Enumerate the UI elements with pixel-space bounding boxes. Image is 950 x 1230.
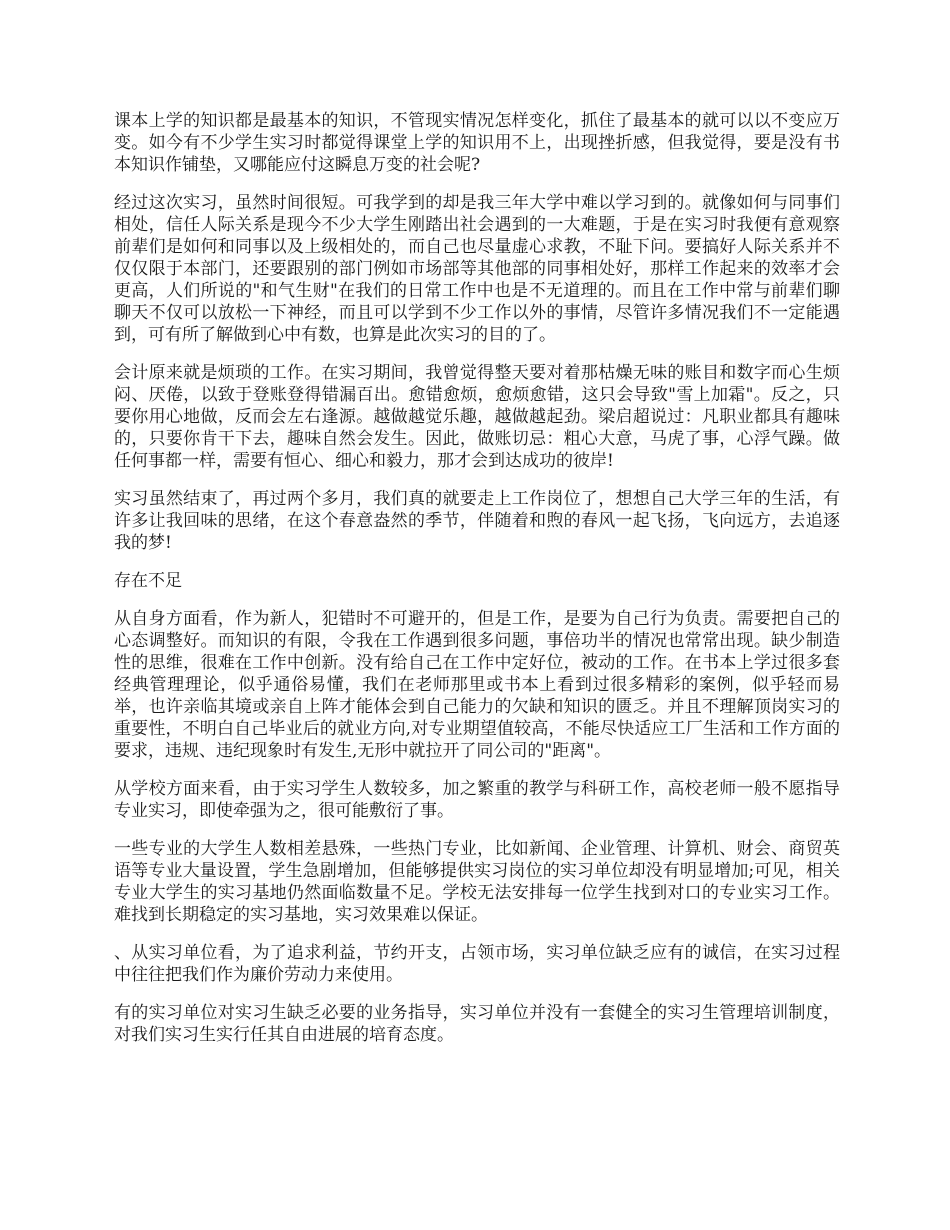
document-body (114, 110, 840, 1062)
section-heading: 存在不足 (114, 571, 182, 591)
paragraph-8: 、从实习单位看，为了追求利益，节约开支，占领市场，实习单位缺乏应有的诚信，在实习过程中往往把我们作为廉价劳动力来使用。 (114, 943, 840, 985)
paragraph-5: 从自身方面看，作为新人，犯错时不可避开的，但是工作，是要为自己行为负责。需要把自己的心态调整好。而知识的有限，令我在工作遇到很多问题，事倍功半的情况也常常出现。缺少制造性的思维，很难在工作中创新。没有给自己在工作中定好位，被动的工作。在书本上学过很多套经典管理理论，似乎通俗易懂，我们在老师那里或书本上看到过很多精彩的案例，似乎轻而易举，也许亲临其境或亲自上阵才能体会到自己能力的欠缺和知识的匮乏。并且不理解顶岗实习的重要性，不明白自己毕业后的就业方向,对专业期望值较高，不能尽快适应工厂生活和工作方面的要求，违规、违纪现象时有发生,无形中就拉开了同公司的"距离"。 (114, 609, 840, 761)
paragraph-1: 课本上学的知识都是最基本的知识，不管现实情况怎样变化，抓住了最基本的就可以以不变应万变。如今有不少学生实习时都觉得课堂上学的知识用不上，出现挫折感，但我觉得，要是没有书本知识作铺垫，又哪能应付这瞬息万变的社会呢? (114, 111, 840, 175)
paragraph-6: 从学校方面来看，由于实习学生人数较多，加之繁重的教学与科研工作，高校老师一般不愿指导专业实习，即使牵强为之，很可能敷衍了事。 (114, 779, 840, 821)
paragraph-3: 会计原来就是烦琐的工作。在实习期间，我曾觉得整天要对着那枯燥无味的账目和数字而心生烦闷、厌倦，以致于登账登得错漏百出。愈错愈烦，愈烦愈错，这只会导致"雪上加霜"。反之，只要你用心地做，反而会左右逢源。越做越觉乐趣，越做越起劲。梁启超说过：凡职业都具有趣味的，只要你肯干下去，趣味自然会发生。因此，做账切忌：粗心大意，马虎了事，心浮气躁。做任何事都一样，需要有恒心、细心和毅力，那才会到达成功的彼岸! (114, 363, 840, 471)
paragraph-4: 实习虽然结束了，再过两个多月，我们真的就要走上工作岗位了，想想自己大学三年的生活，有许多让我回味的思绪，在这个春意盎然的季节，伴随着和煦的春风一起飞扬，飞向远方，去追逐我的梦! (114, 489, 840, 553)
paragraph-7: 一些专业的大学生人数相差悬殊，一些热门专业，比如新闻、企业管理、计算机、财会、商贸英语等专业大量设置，学生急剧增加，但能够提供实习岗位的实习单位却没有明显增加;可见，相关专业大学生的实习基地仍然面临数量不足。学校无法安排每一位学生找到对口的专业实习工作。难找到长期稳定的实习基地，实习效果难以保证。 (114, 839, 840, 925)
paragraph-2: 经过这次实习，虽然时间很短。可我学到的却是我三年大学中难以学习到的。就像如何与同事们相处，信任人际关系是现今不少大学生刚踏出社会遇到的一大难题，于是在实习时我便有意观察前辈们是如何和同事以及上级相处的，而自己也尽量虚心求教，不耻下问。要搞好人际关系并不仅仅限于本部门，还要跟别的部门例如市场部等其他部的同事相处好，那样工作起来的效率才会更高，人们所说的"和气生财"在我们的日常工作中也是不无道理的。而且在工作中常与前辈们聊聊天不仅可以放松一下神经，而且可以学到不少工作以外的事情，尽管许多情况我们不一定能遇到，可有所了解做到心中有数，也算是此次实习的目的了。 (114, 193, 840, 345)
paragraph-9: 有的实习单位对实习生缺乏必要的业务指导，实习单位并没有一套健全的实习生管理培训制度，对我们实习生实行任其自由进展的培育态度。 (114, 1003, 840, 1045)
